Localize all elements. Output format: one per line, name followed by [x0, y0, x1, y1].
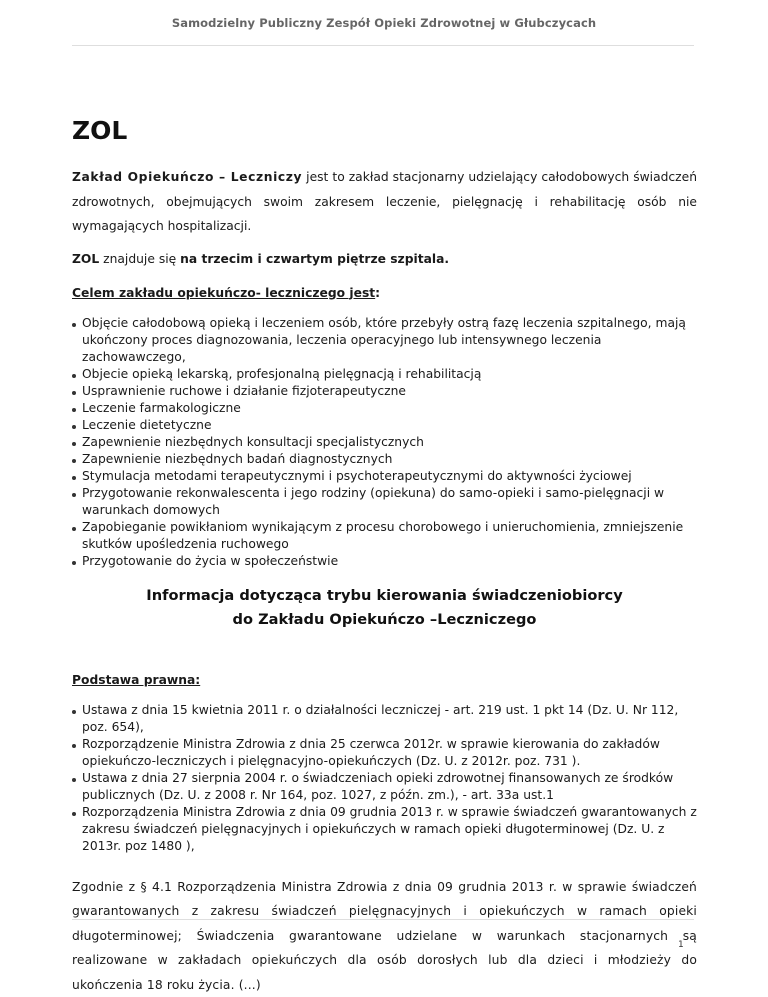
goals-heading-colon: :	[375, 286, 380, 300]
list-item	[72, 366, 697, 383]
list-item	[72, 519, 697, 553]
page-title: ZOL	[72, 116, 697, 146]
goals-heading	[72, 283, 697, 303]
bullet-dot-icon	[72, 710, 76, 714]
bullet-dot-icon	[72, 323, 76, 327]
list-item-text: Rozporządzenie Ministra Zdrowia z dnia 25 czerwca 2012r. w sprawie kierowania do zakładów opiekuńczo-leczniczych i pielęgnacyjno-opiekuńczych (Dz. U. z 2012r. poz. 731 ).	[82, 737, 660, 768]
list-item-text: Zapewnienie niezbędnych badań diagnostycznych	[82, 452, 392, 466]
list-item-text: Usprawnienie ruchowe i działanie fizjoterapeutyczne	[82, 384, 406, 398]
list-item-text: Objęcie całodobową opieką i leczeniem osób, które przebyły ostrą fazę leczenia szpitalnego, mają ukończony proces diagnozowania, leczenia operacyjnego lub intensywnego leczenia zachowawczego,	[82, 316, 686, 364]
list-item-text: Zapewnienie niezbędnych konsultacji specjalistycznych	[82, 435, 424, 449]
list-item	[72, 736, 697, 770]
list-item	[72, 400, 697, 417]
goals-list	[72, 315, 697, 570]
closing-paragraph: Zgodnie z § 4.1 Rozporządzenia Ministra Zdrowia z dnia 09 grudnia 2013 r. w sprawie świadczeń gwarantowanych z zakresu świadczeń pielęgnacyjnych i opiekuńczych w ramach opieki długoterminowej; Świadczenia gwarantowane udzielane w warunkach stacjonarnych są realizowane w zakładach opiekuńczych dla osób dorosłych lub dla dzieci i młodzieży do ukończenia 18 roku życia. (...)	[72, 875, 697, 997]
list-item	[72, 451, 697, 468]
list-item	[72, 553, 697, 570]
location-lead: ZOL	[72, 252, 99, 266]
list-item-text: Przygotowanie do życia w społeczeństwie	[82, 554, 338, 568]
bullet-dot-icon	[72, 561, 76, 565]
bullet-dot-icon	[72, 812, 76, 816]
list-item	[72, 804, 697, 855]
bullet-dot-icon	[72, 391, 76, 395]
list-item	[72, 383, 697, 400]
bullet-dot-icon	[72, 744, 76, 748]
list-item-text: Rozporządzenia Ministra Zdrowia z dnia 09 grudnia 2013 r. w sprawie świadczeń gwarantowanych z zakresu świadczeń pielęgnacyjnych i opiekuńczych w ramach opieki długoterminowej (Dz. U. z 2013r. poz 1480 ),	[82, 805, 697, 853]
list-item	[72, 417, 697, 434]
list-item-text: Zapobieganie powikłaniom wynikającym z procesu chorobowego i unieruchomienia, zmniejszenie skutków upośledzenia ruchowego	[82, 520, 683, 551]
list-item	[72, 485, 697, 519]
info-heading	[72, 584, 697, 632]
list-item	[72, 702, 697, 736]
location-paragraph	[72, 249, 697, 269]
bullet-dot-icon	[72, 493, 76, 497]
header-divider	[72, 45, 694, 46]
list-item-text: Leczenie farmakologiczne	[82, 401, 241, 415]
bullet-dot-icon	[72, 778, 76, 782]
bullet-dot-icon	[72, 527, 76, 531]
intro-text: jest to zakład stacjonarny udzielający całodobowych świadczeń zdrowotnych, obejmujących swoim zakresem leczenie, pielęgnację i rehabilitację osób nie wymagających hospitalizacji.	[72, 170, 697, 233]
goals-heading-text: Celem zakładu opiekuńczo- leczniczego jest	[72, 286, 375, 300]
document-body	[72, 116, 697, 997]
location-floor: na trzecim i czwartym piętrze szpitala.	[180, 252, 449, 266]
list-item	[72, 315, 697, 366]
info-heading-line-2: do Zakładu Opiekuńczo –Leczniczego	[72, 608, 697, 632]
list-item-text: Przygotowanie rekonwalescenta i jego rodziny (opiekuna) do samo-opieki i samo-pielęgnacji w warunkach domowych	[82, 486, 664, 517]
bullet-dot-icon	[72, 374, 76, 378]
list-item-text: Leczenie dietetyczne	[82, 418, 212, 432]
list-item-text: Ustawa z dnia 27 sierpnia 2004 r. o świadczeniach opieki zdrowotnej finansowanych ze środków publicznych (Dz. U. z 2008 r. Nr 164, poz. 1027, z późn. zm.), - art. 33a ust.1	[82, 771, 673, 802]
list-item	[72, 770, 697, 804]
bullet-dot-icon	[72, 425, 76, 429]
footer-divider	[72, 919, 694, 920]
legal-basis-heading-text: Podstawa prawna:	[72, 673, 200, 687]
legal-basis-heading	[72, 670, 697, 690]
intro-lead: Zakład Opiekuńczo – Leczniczy	[72, 170, 302, 184]
bullet-dot-icon	[72, 476, 76, 480]
info-heading-line-1: Informacja dotycząca trybu kierowania świadczeniobiorcy	[72, 584, 697, 608]
list-item-text: Stymulacja metodami terapeutycznymi i psychoterapeutycznymi do aktywności życiowej	[82, 469, 632, 483]
bullet-dot-icon	[72, 459, 76, 463]
list-item	[72, 468, 697, 485]
legal-basis-list	[72, 702, 697, 855]
list-item	[72, 434, 697, 451]
location-middle: znajduje się	[99, 252, 180, 266]
list-item-text: Ustawa z dnia 15 kwietnia 2011 r. o działalności leczniczej - art. 219 ust. 1 pkt 14 (Dz. U. Nr 112, poz. 654),	[82, 703, 678, 734]
intro-paragraph	[72, 165, 697, 239]
bullet-dot-icon	[72, 408, 76, 412]
page-number: 1	[678, 940, 684, 950]
list-item-text: Objecie opieką lekarską, profesjonalną pielęgnacją i rehabilitacją	[82, 367, 481, 381]
bullet-dot-icon	[72, 442, 76, 446]
running-header: Samodzielny Publiczny Zespół Opieki Zdrowotnej w Głubczycach	[0, 16, 768, 30]
